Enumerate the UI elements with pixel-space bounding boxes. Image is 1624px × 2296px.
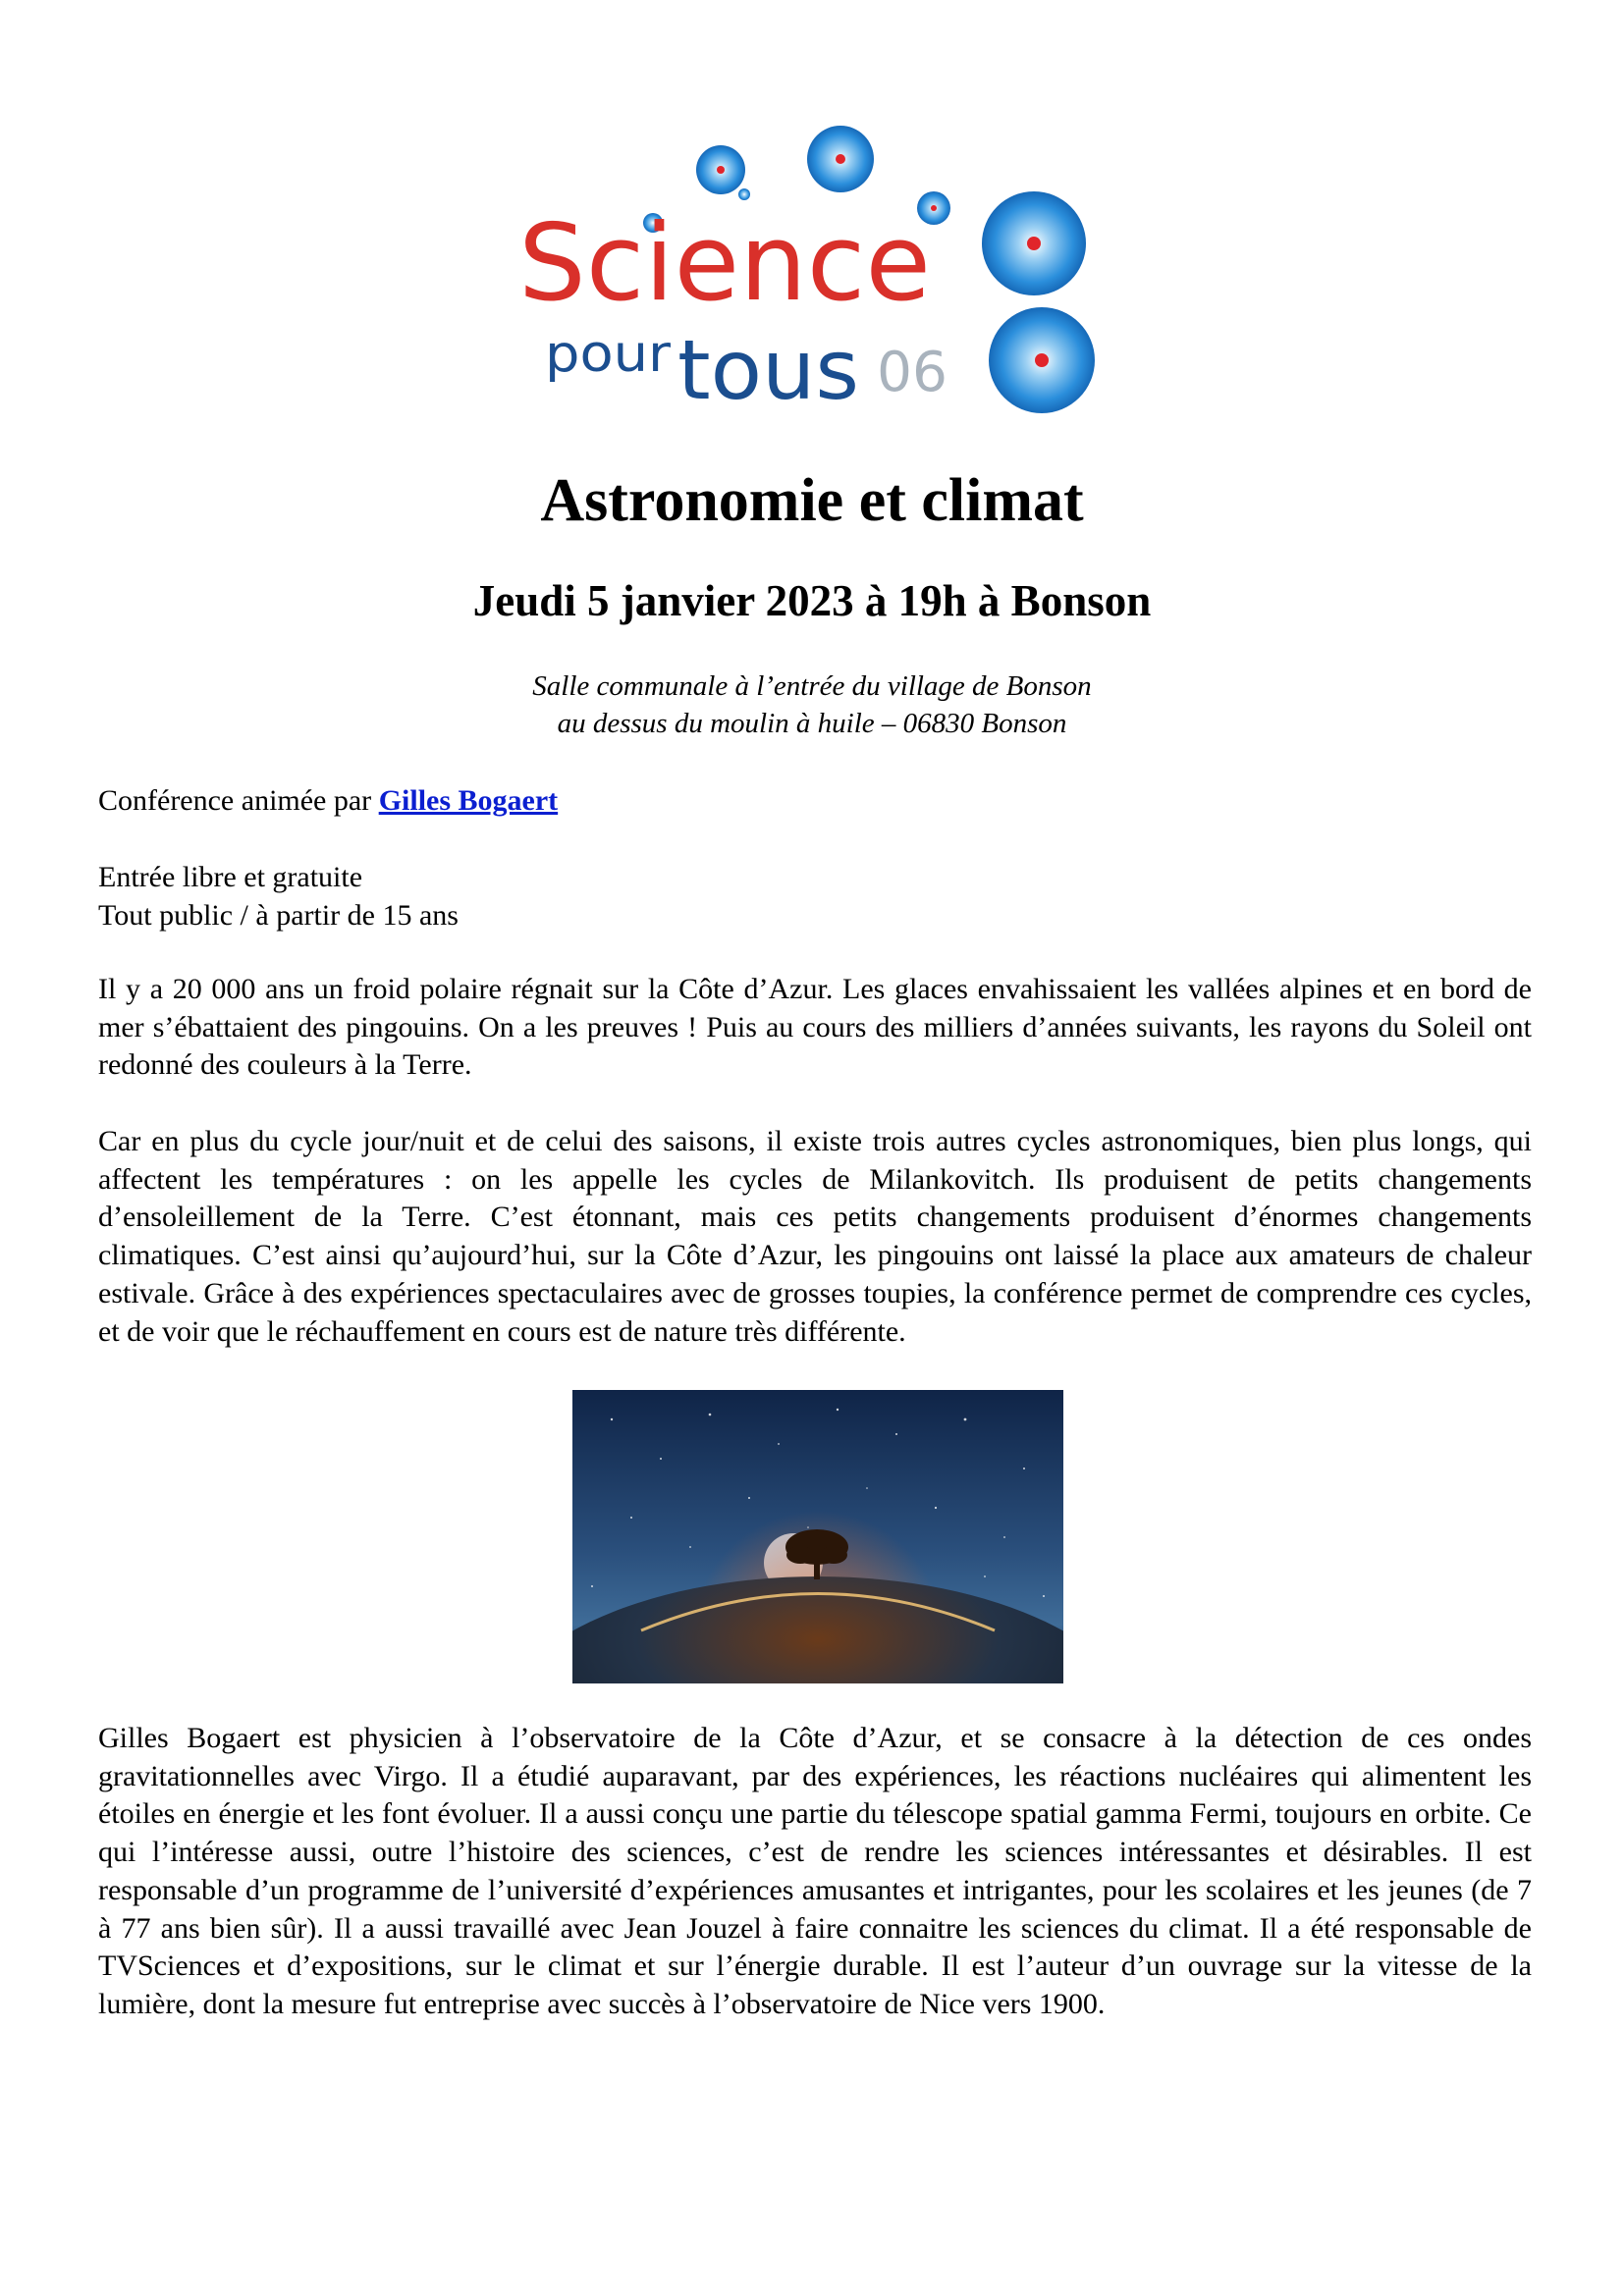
earth-tree-illustration [572, 1390, 1063, 1683]
event-date: Jeudi 5 janvier 2023 à 19h à Bonson [472, 576, 1152, 625]
speaker-prefix: Conférence animée par [98, 784, 379, 817]
logo-science-text: Science [518, 202, 931, 325]
venue-line-2: au dessus du moulin à huile – 06830 Bonson [557, 708, 1067, 739]
logo-tous-text: tous [677, 322, 859, 418]
logo-pour-text: pour [545, 325, 672, 384]
speaker-line [98, 782, 1532, 821]
paragraph-1: Il y a 20 000 ans un froid polaire régnait sur la Côte d’Azur. Les glaces envahissaient les vallées alpines et en bord de mer s’ébattaient des pingouins. On a les preuves ! Puis au cours des milliers d’années suivants, les rayons du Soleil ont redonné des couleurs à la Terre. [98, 973, 1532, 1082]
cycles-paragraph [98, 1123, 1532, 1351]
admission-info [98, 859, 1532, 934]
speaker-link[interactable]: Gilles Bogaert [378, 784, 559, 817]
admission-line-1: Entrée libre et gratuite [98, 861, 363, 893]
intro-paragraph [98, 971, 1532, 1085]
science-pour-tous-logo [501, 118, 1110, 422]
speaker-bio-paragraph [98, 1720, 1532, 2024]
page-title: Astronomie et climat [540, 467, 1084, 534]
paragraph-3: Gilles Bogaert est physicien à l’observatoire de la Côte d’Azur, et se consacre à la détection de ces ondes gravitationnelles avec Virgo. Il a étudié auparavant, par des expériences, les réactions nucléaires qui alimentent les étoiles en énergie et les font évoluer. Il a aussi conçu une partie du télescope spatial gamma Fermi, toujours en orbite. Ce qui l’intéresse aussi, outre l’histoire des sciences, c’est de rendre les sciences intéressantes et désirables. Il est responsable d’un programme de l’université d’expériences amusantes et intrigantes, pour les scolaires et les jeunes (de 7 à 77 ans bien sûr). Il a aussi travaillé avec Jean Jouzel à faire connaitre les sciences du climat. Il a été responsable de TVSciences et d’expositions, sur le climat et sur l’énergie durable. Il est l’auteur d’un ouvrage sur la vitesse de la lumière, dont la mesure fut entreprise avec succès à l’observatoire de Nice vers 1900. [98, 1722, 1532, 2020]
venue-line-1: Salle communale à l’entrée du village de Bonson [532, 670, 1092, 702]
paragraph-2: Car en plus du cycle jour/nuit et de celui des saisons, il existe trois autres cycles astronomiques, bien plus longs, qui affectent les températures : on les appelle les cycles de Milankovitch. Ils produisent de petits changements d’ensoleillement de la Terre. C’est étonnant, mais ces petits changements produisent d’énormes changements climatiques. C’est ainsi qu’aujourd’hui, sur la Côte d’Azur, les pingouins ont laissé la place aux amateurs de chaleur estivale. Grâce à des expériences spectaculaires avec de grosses toupies, la conférence permet de comprendre ces cycles, et de voir que le réchauffement en cours est de nature très différente. [98, 1125, 1532, 1348]
admission-line-2: Tout public / à partir de 15 ans [98, 898, 459, 932]
logo-number-text: 06 [877, 341, 947, 404]
event-venue [0, 667, 1624, 742]
